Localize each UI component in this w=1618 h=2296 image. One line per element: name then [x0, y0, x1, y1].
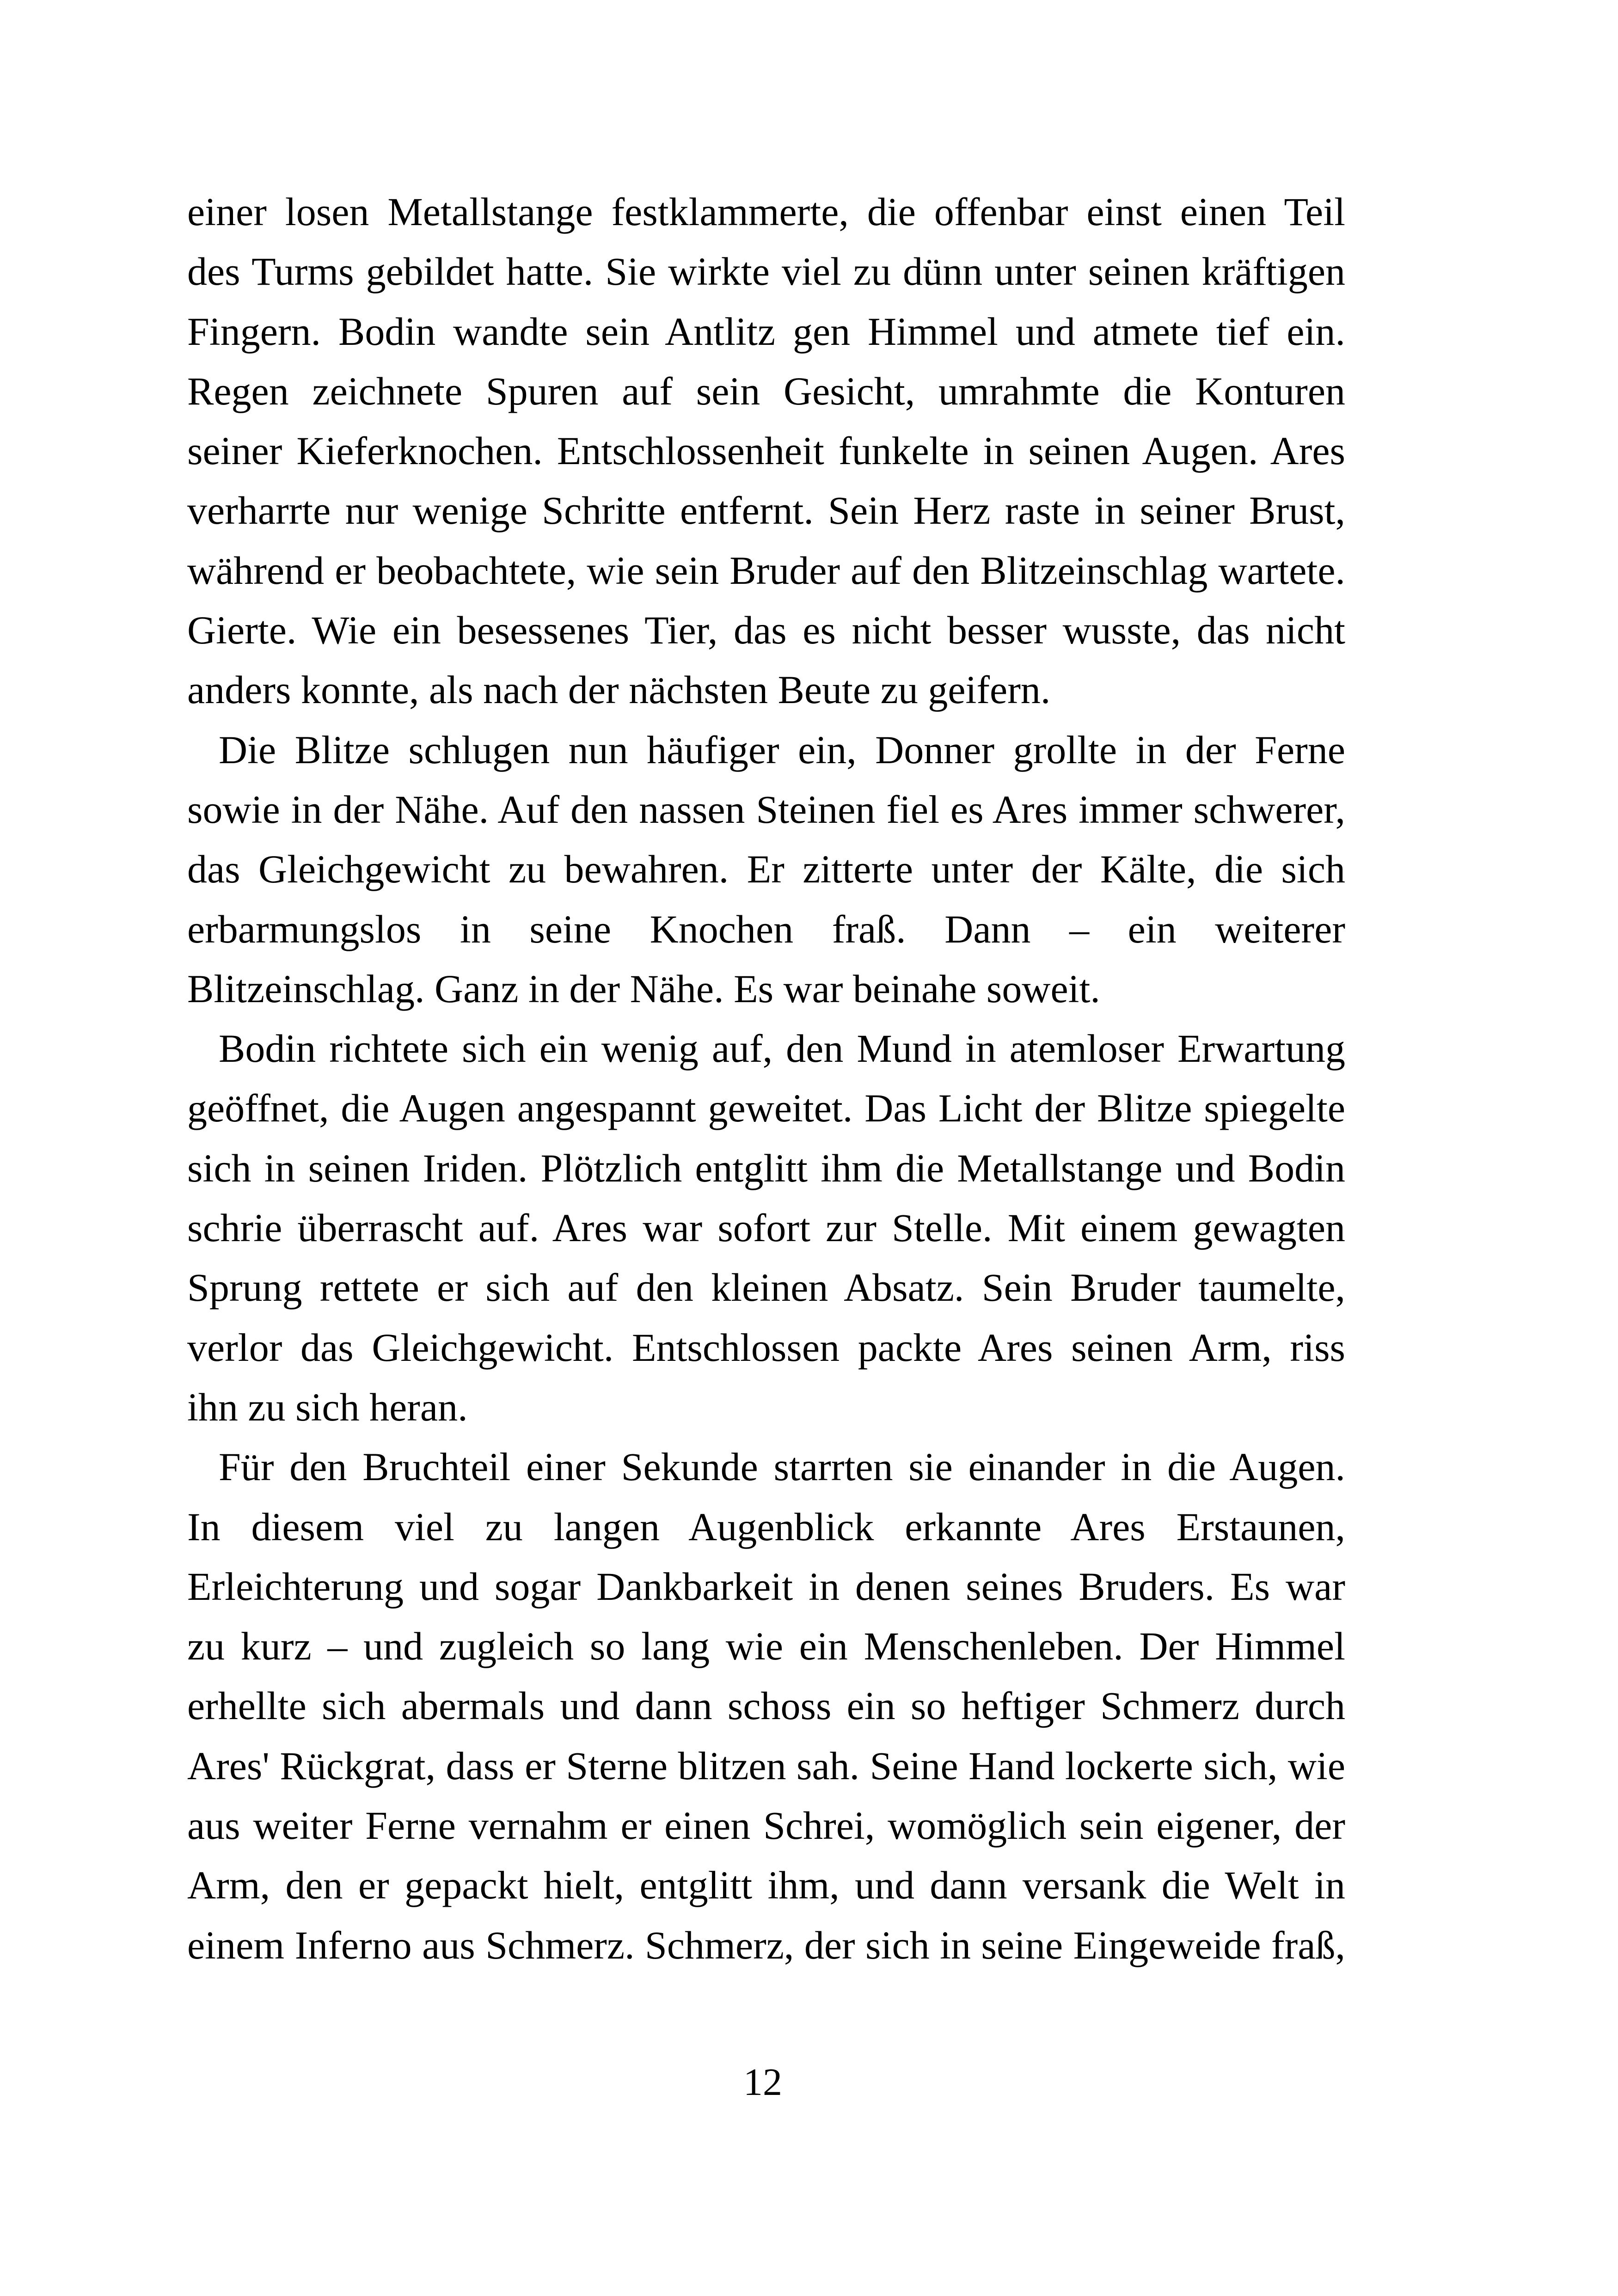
text-line: einem Inferno aus Schmerz. Schmerz, der sich in seine Eingeweide fraß,	[187, 1923, 1345, 1967]
text-line: Blitzeinschlag. Ganz in der Nähe. Es war beinahe soweit.	[187, 966, 1100, 1011]
text-line: Erleichterung und sogar Dankbarkeit in denen seines Bruders. Es war	[187, 1564, 1345, 1609]
text-line: verlor das Gleichgewicht. Entschlossen packte Ares seinen Arm, riss	[187, 1325, 1345, 1370]
text-line: Bodin richtete sich ein wenig auf, den Mund in atemloser Erwartung	[219, 1026, 1345, 1071]
text-line: Sprung rettete er sich auf den kleinen Absatz. Sein Bruder taumelte,	[187, 1265, 1345, 1310]
text-line: Die Blitze schlugen nun häufiger ein, Donner grollte in der Ferne	[219, 727, 1345, 772]
text-line: anders konnte, als nach der nächsten Beute zu geifern.	[187, 667, 1051, 712]
text-line: sowie in der Nähe. Auf den nassen Steinen fiel es Ares immer schwerer,	[187, 787, 1345, 832]
paragraph	[187, 720, 1345, 1019]
text-line: einer losen Metallstange festklammerte, die offenbar einst einen Teil	[187, 190, 1345, 234]
paragraph	[187, 1019, 1345, 1437]
text-line: verharrte nur wenige Schritte entfernt. Sein Herz raste in seiner Brust,	[187, 488, 1345, 533]
text-line: des Turms gebildet hatte. Sie wirkte viel zu dünn unter seinen kräftigen	[187, 249, 1345, 294]
text-line: erbarmungslos in seine Knochen fraß. Dann – ein weiterer	[187, 906, 1345, 951]
text-line: Gierte. Wie ein besessenes Tier, das es nicht besser wusste, das nicht	[187, 608, 1345, 653]
text-line: Für den Bruchteil einer Sekunde starrten sie einander in die Augen.	[219, 1445, 1345, 1489]
text-line: während er beobachtete, wie sein Bruder auf den Blitzeinschlag wartete.	[187, 548, 1345, 593]
text-line: geöffnet, die Augen angespannt geweitet. Das Licht der Blitze spiegelte	[187, 1086, 1345, 1131]
text-line: erhellte sich abermals und dann schoss ein so heftiger Schmerz durch	[187, 1684, 1345, 1728]
text-line: das Gleichgewicht zu bewahren. Er zitterte unter der Kälte, die sich	[187, 847, 1345, 892]
text-line: Arm, den er gepackt hielt, entglitt ihm, und dann versank die Welt in	[187, 1863, 1345, 1908]
text-line: In diesem viel zu langen Augenblick erkannte Ares Erstaunen,	[187, 1504, 1345, 1549]
text-line: ihn zu sich heran.	[187, 1384, 468, 1429]
text-line: zu kurz – und zugleich so lang wie ein Menschenleben. Der Himmel	[187, 1624, 1345, 1669]
paragraph	[187, 1437, 1345, 1975]
text-line: seiner Kieferknochen. Entschlossenheit funkelte in seinen Augen. Ares	[187, 429, 1345, 473]
text-line: sich in seinen Iriden. Plötzlich entglitt ihm die Metallstange und Bodin	[187, 1145, 1345, 1190]
text-line: Fingern. Bodin wandte sein Antlitz gen Himmel und atmete tief ein.	[187, 309, 1345, 354]
page-number: 12	[743, 2061, 782, 2104]
text-line: Regen zeichnete Spuren auf sein Gesicht, umrahmte die Konturen	[187, 368, 1345, 413]
text-line: Ares' Rückgrat, dass er Sterne blitzen sah. Seine Hand lockerte sich, wie	[187, 1743, 1345, 1788]
text-line: schrie überrascht auf. Ares war sofort zur Stelle. Mit einem gewagten	[187, 1206, 1345, 1250]
text-line: aus weiter Ferne vernahm er einen Schrei, womöglich sein eigener, der	[187, 1803, 1345, 1848]
paragraph	[187, 182, 1345, 720]
body-text	[187, 182, 1345, 1975]
